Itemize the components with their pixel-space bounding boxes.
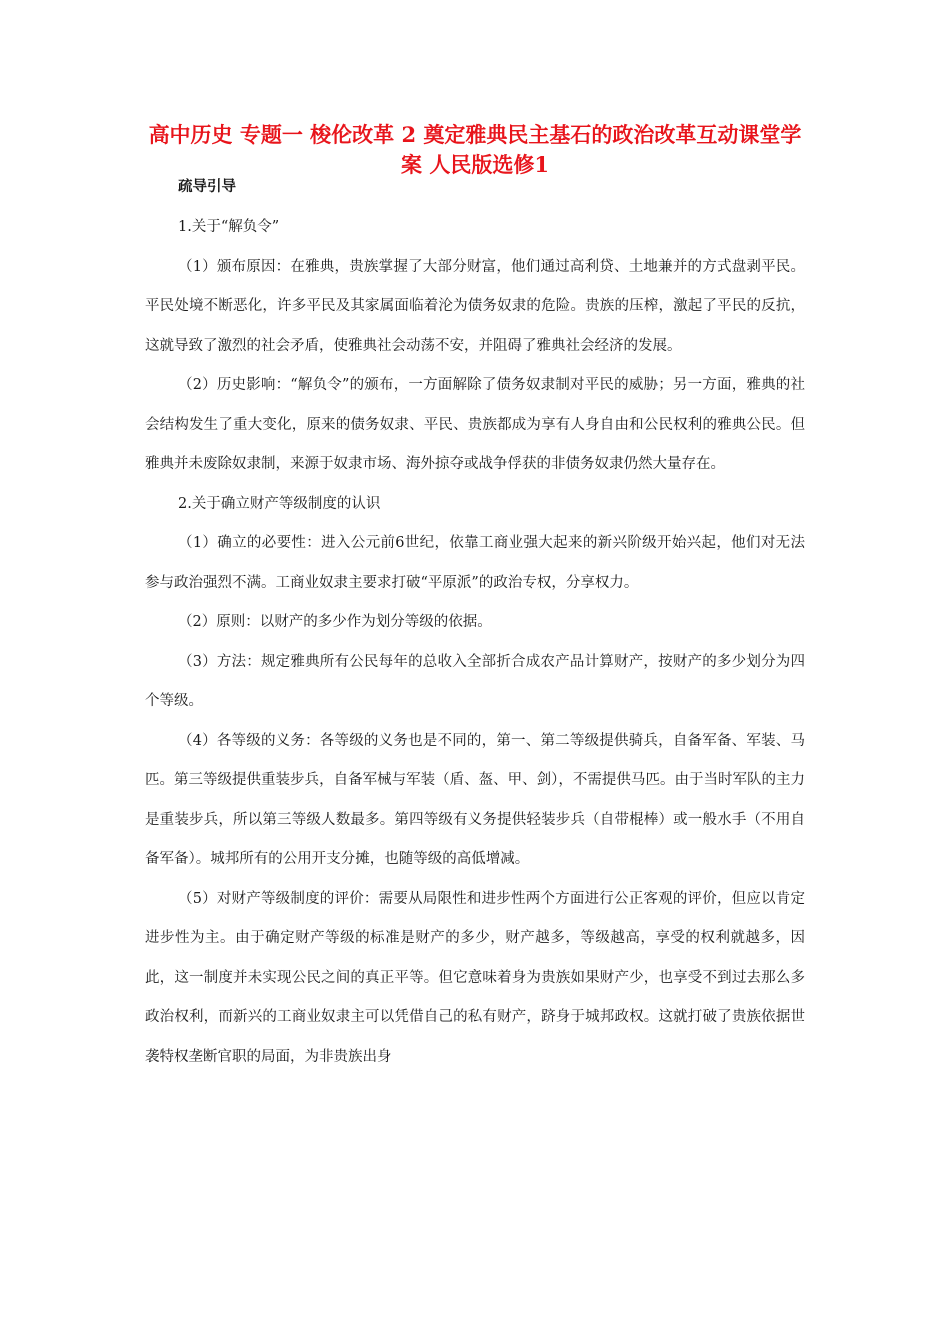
heading-property-class-system: 2.关于确立财产等级制度的认识 (178, 495, 381, 512)
paragraph-method: （3）方法：规定雅典所有公民每年的总收入全部折合成农产品计算财产，按财产的多少划分为四个等级。 (145, 653, 805, 709)
paragraph-historical-impact: （2）历史影响：“解负令”的颁布，一方面解除了债务奴隶制对平民的威胁；另一方面，雅典的社会结构发生了重大变化，原来的债务奴隶、平民、贵族都成为享有人身自由和公民权利的雅典公民。但雅典并未废除奴隶制，来源于奴隶市场、海外掠夺或战争俘获的非债务奴隶仍然大量存在。 (145, 377, 805, 472)
paragraph-necessity: （1）确立的必要性：进入公元前6世纪，依靠工商业强大起来的新兴阶级开始兴起，他们对无法参与政治强烈不满。工商业奴隶主要求打破“平原派”的政治专权，分享权力。 (145, 535, 805, 591)
section-heading: 疏导引导 (178, 178, 236, 195)
document-title: 高中历史 专题一 梭伦改革 2 奠定雅典民主基石的政治改革互动课堂学案 人民版选修1 (148, 122, 802, 177)
paragraph-principle: （2）原则：以财产的多少作为划分等级的依据。 (178, 614, 492, 630)
heading-jiefuling: 1.关于“解负令” (178, 219, 280, 235)
paragraph-promulgation-reason: （1）颁布原因：在雅典，贵族掌握了大部分财富，他们通过高利贷、土地兼并的方式盘剥平民。平民处境不断恶化，许多平民及其家属面临着沦为债务奴隶的危险。贵族的压榨，激起了平民的反抗，这就导致了激烈的社会矛盾，使雅典社会动荡不安，并阻碍了雅典社会经济的发展。 (145, 258, 805, 354)
paragraph-obligations: （4）各等级的义务：各等级的义务也是不同的，第一、第二等级提供骑兵，自备军备、军装、马匹。第三等级提供重装步兵，自备军械与军装（盾、盔、甲、剑），不需提供马匹。由于当时军队的主力是重装步兵，所以第三等级人数最多。第四等级有义务提供轻装步兵（自带棍棒）或一般水手（不用自备军备）。城邦所有的公用开支分摊，也随等级的高低增减。 (145, 732, 805, 867)
document-body (145, 208, 805, 1077)
paragraph-evaluation: （5）对财产等级制度的评价：需要从局限性和进步性两个方面进行公正客观的评价，但应以肯定进步性为主。由于确定财产等级的标准是财产的多少，财产越多，等级越高，享受的权利就越多，因此，这一制度并未实现公民之间的真正平等。但它意味着身为贵族如果财产少，也享受不到过去那么多政治权利，而新兴的工商业奴隶主可以凭借自己的私有财产，跻身于城邦政权。这就打破了贵族依据世袭特权垄断官职的局面，为非贵族出身 (145, 890, 805, 1065)
